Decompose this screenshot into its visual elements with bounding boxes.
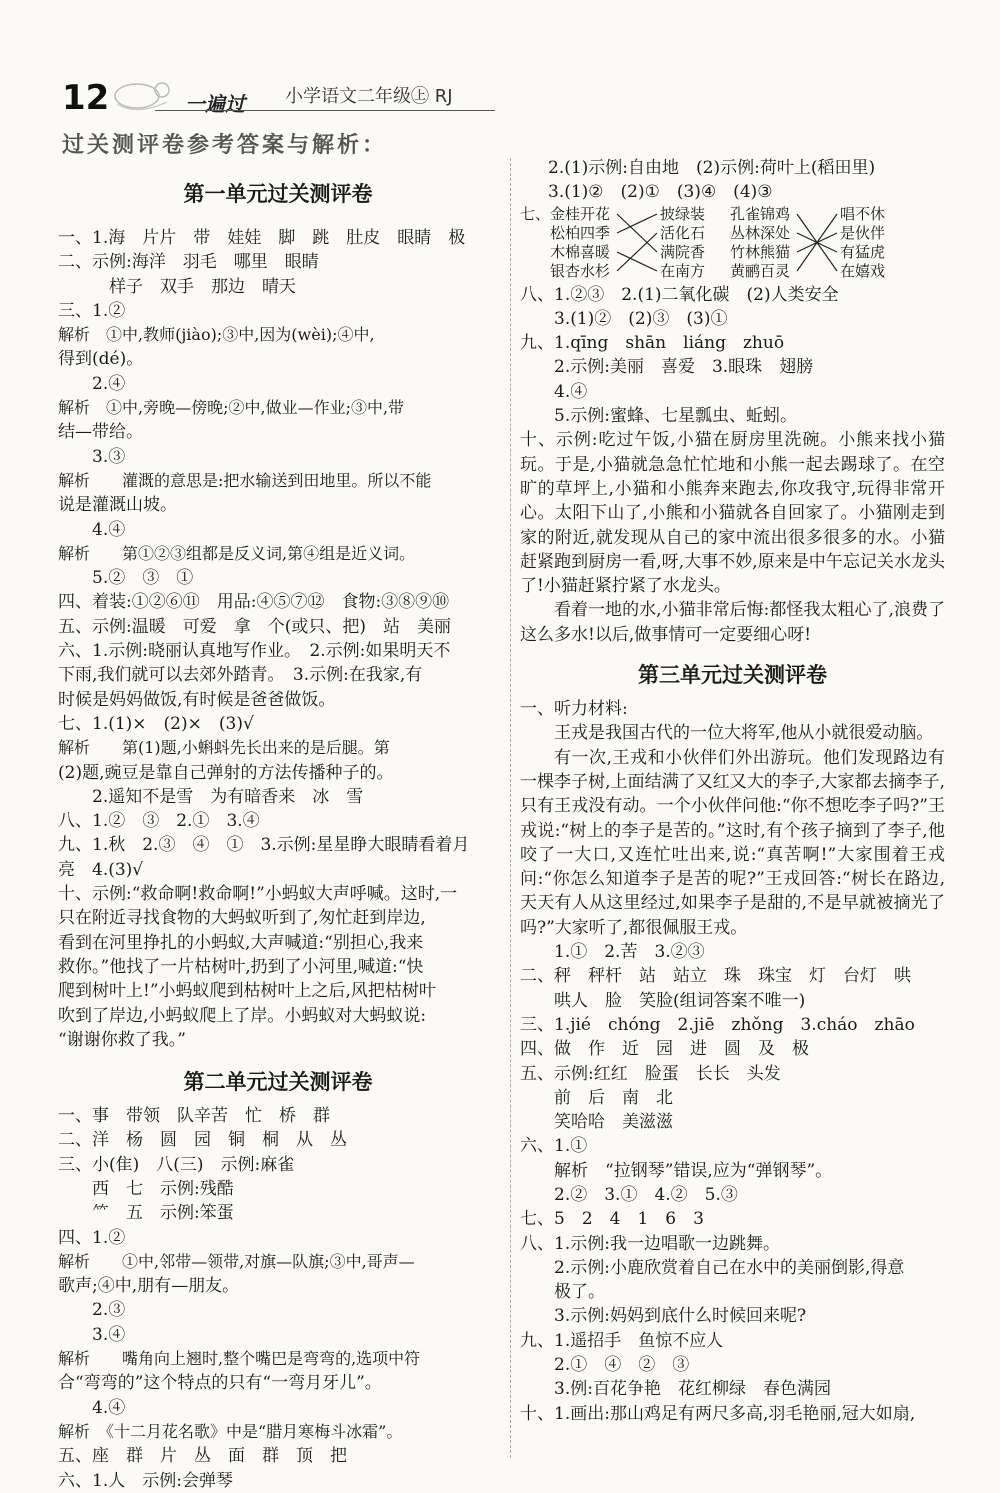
answer-line: 4.④ (58, 519, 126, 540)
answer-line: 一、1.海 片片 带 娃娃 脚 跳 肚皮 眼睛 极 (58, 228, 466, 248)
match-item: 孔雀锦鸡 (730, 204, 791, 223)
answer-line: 四、着装:①②⑥⑪ 用品:④⑤⑦⑫ 食物:③⑧⑨⑩ (58, 592, 450, 613)
answer-line: 五、示例:温暖 可爱 拿 个(或只、把) 站 美丽 (58, 616, 451, 637)
answer-line: 看到在河里挣扎的小蚂蚁,大声喊道:“别担心,我来 (58, 932, 424, 953)
answer-line: 3.④ (58, 1324, 126, 1345)
answer-line: 5.示例:蜜蜂、七星瓢虫、蚯蚓。 (520, 406, 797, 427)
answer-line: 二、秤 秤杆 站 站立 珠 珠宝 灯 台灯 哄 (520, 966, 911, 987)
answer-line: 九、1.遥招手 鱼惊不应人 (520, 1330, 724, 1351)
answer-line: 极了。 (520, 1282, 605, 1303)
match-item: 活化石 (660, 223, 706, 242)
answer-line: 2.③ (58, 1300, 126, 1321)
answer-line: 十、示例:“救命啊!救命啊!”小蚂蚁大声呼喊。这时,一 (58, 884, 458, 905)
unit2-title: 第二单元过关测评卷 (183, 1070, 373, 1095)
match-item: 是伙伴 (840, 223, 886, 242)
match-item: 有猛虎 (840, 242, 886, 261)
answer-line: 西 七 示例:残酷 (58, 1178, 234, 1199)
series-logo: 一遍过 (185, 92, 245, 116)
answer-line: 4.④ (58, 1397, 126, 1418)
answer-line: 3.例:百花争艳 花红柳绿 春色满园 (520, 1379, 831, 1400)
answer-line: 解析 《十二月花名歌》中是“腊月寒梅斗冰霜”。 (58, 1421, 403, 1441)
answer-line: 笑哈哈 美滋滋 (520, 1112, 673, 1133)
page-header (115, 70, 485, 120)
match-item: 黄鹂百灵 (730, 261, 791, 280)
match-item: 松柏四季 (550, 223, 611, 242)
unit1-title: 第一单元过关测评卷 (183, 182, 373, 206)
answer-line: “谢谢你救了我。” (58, 1029, 186, 1050)
match-prefix: 七、 (520, 204, 551, 223)
book-title: 小学语文二年级㊤ RJ (285, 86, 453, 107)
matching-exercise (520, 205, 945, 283)
answer-line: 2.① ④ ② ③ (520, 1355, 690, 1376)
answer-line: 哄人 脸 笑脸(组词答案不唯一) (520, 990, 806, 1011)
story-answer: 十、示例:吃过午饭,小猫在厨房里洗碗。小熊来找小猫玩。于是,小猫就急急忙忙地和小熊一起去踢球了。在空旷的草坪上,小猫和小熊奔来跑去,你攻我守,玩得非常开心。太阳下山了,小熊和小猫就各自回家了。小猫刚走到家的附近,就发现从自己的家中流出很多很多的水。小猫赶紧跑到厨房一看,呀,大事不妙,原来是中午忘记关水龙头了!小猫赶紧拧紧了水龙头。 (520, 430, 945, 597)
match-lines-left (615, 205, 675, 283)
answer-line: 1.① 2.苦 3.②③ (520, 942, 705, 963)
answer-line: 结—带给。 (58, 422, 143, 443)
answer-line: 解析 第(1)题,小蝌蚪先长出来的是后腿。第 (58, 738, 390, 758)
match-item: 在南方 (660, 261, 706, 280)
answer-line: 解析 ①中,教师(jiào);③中,因为(wèi);④中, (58, 325, 375, 345)
listening-paragraph-2: 有一次,王戎和小伙伴们外出游玩。他们发现路边有一棵李子树,上面结满了又红又大的李子,大家都去摘李子,只有王戎没有动。一个小伙伴问他:“你不想吃李子吗?”王戎说:“树上的李子是苦的。”这时,有个孩子摘到了李子,他咬了一大口,又连忙吐出来,说:“真苦啊!”大家围着王戎问:“你怎么知道李子是苦的呢?”王戎回答:“树长在路边,天天有人从这里经过,如果李子是甜的,不是早就被摘光了吗?”大家听了,都很佩服王戎。 (520, 747, 945, 938)
match-lines-right (795, 205, 855, 283)
answer-line: 九、1.秋 2.③ ④ ① 3.示例:星星睁大眼睛看着月 (58, 835, 470, 856)
answer-line: 亮 4.(3)√ (58, 859, 144, 880)
answer-line: 2.④ (58, 373, 126, 394)
match-item: 唱不休 (840, 204, 886, 223)
answer-line: 八、1.示例:我一边唱歌一边跳舞。 (520, 1233, 780, 1254)
main-heading: 过关测评卷参考答案与解析： (62, 133, 388, 158)
answer-line: 样子 双手 那边 晴天 (58, 276, 296, 297)
answer-line: 2.(1)示例:自由地 (2)示例:荷叶上(稻田里) (548, 158, 876, 178)
answer-line: 3.示例:妈妈到底什么时候回来呢? (520, 1306, 807, 1327)
right-column (520, 156, 945, 1426)
answer-line: 六、1.人 示例:会弹琴 (58, 1470, 233, 1491)
answer-line: 二、洋 杨 圆 园 铜 桐 从 丛 (58, 1130, 347, 1151)
answer-line: 解析 “拉钢琴”错误,应为“弹钢琴”。 (520, 1160, 833, 1181)
answer-line: (2)题,豌豆是靠自己弹射的方法传播种子的。 (58, 762, 394, 783)
answer-line: 合“弯弯的”这个特点的只有“一弯月牙儿”。 (58, 1373, 382, 1394)
answer-line: 三、小(隹) 八(三) 示例:麻雀 (58, 1154, 295, 1175)
answer-line: 3.(1)② (2)③ (3)① (520, 308, 728, 329)
answer-line: 2.② 3.① 4.② 5.③ (520, 1184, 738, 1205)
answer-line: 五、示例:红红 脸蛋 长长 头发 (520, 1063, 781, 1084)
answer-line: 爬到树叶上!”小蚂蚁爬到枯树叶上之后,风把枯树叶 (58, 981, 436, 1002)
answer-line: 解析 ①中,旁晚—傍晚;②中,做业—作业;③中,带 (58, 398, 405, 418)
match-item: 在嬉戏 (840, 261, 886, 280)
answer-line: 救你。”他找了一片枯树叶,扔到了小河里,喊道:“快 (58, 956, 424, 977)
match-item: 披绿装 (660, 204, 706, 223)
answer-line: 六、1.示例:晓丽认真地写作业。 2.示例:如果明天不 (58, 641, 451, 662)
answer-line: 时候是妈妈做饭,有时候是爸爸做饭。 (58, 689, 336, 710)
answer-line: 4.④ (520, 381, 588, 402)
answer-line: 六、1.① (520, 1136, 588, 1157)
answer-line: 八、1.②③ 2.(1)二氧化碳 (2)人类安全 (520, 284, 839, 305)
answer-line: 八、1.② ③ 2.① 3.④ (58, 811, 260, 832)
listening-paragraph-1: 王戎是我国古代的一位大将军,他从小就很爱动脑。 (554, 723, 934, 744)
answer-line: 一、事 带领 队辛苦 忙 桥 群 (58, 1106, 330, 1127)
answer-line: 四、做 作 近 园 进 圆 及 极 (520, 1039, 809, 1060)
listening-label: 一、听力材料: (520, 699, 628, 720)
answer-line: 三、1.② (58, 300, 126, 321)
answer-line: 七、5 2 4 1 6 3 (520, 1209, 704, 1230)
answer-line: 七、1.(1)× (2)× (3)√ (58, 713, 254, 734)
answer-line: 2.遥知不是雪 为有暗香来 冰 雪 (58, 786, 364, 807)
answer-line: 得到(dé)。 (58, 349, 144, 370)
match-item: 木棉喜暖 (550, 242, 611, 261)
answer-line: 解析 灌溉的意思是:把水输送到田地里。所以不能 (58, 470, 432, 490)
answer-line: 解析 ①中,邻带—领带,对旗—队旗;③中,哥声— (58, 1251, 415, 1271)
answer-line: 吹到了岸边,小蚂蚁爬上了岸。小蚂蚁对大蚂蚁说: (58, 1005, 427, 1026)
match-item: 银杏水杉 (550, 261, 611, 280)
answer-line: 5.② ③ ① (58, 568, 194, 589)
answer-line: 解析 嘴角向上翘时,整个嘴巴是弯弯的,选项中符 (58, 1349, 421, 1369)
answer-line: 只在附近寻找食物的大蚂蚁听到了,匆忙赶到岸边, (58, 908, 426, 929)
answer-line: 三、1.jié chóng 2.jiē zhǒng 3.cháo zhāo (520, 1014, 915, 1035)
header-rule (155, 110, 495, 111)
answer-line: 2.示例:小鹿欣赏着自己在水中的美丽倒影,得意 (520, 1257, 905, 1278)
answer-line: 四、1.② (58, 1227, 126, 1248)
answer-line: 下雨,我们就可以去郊外踏青。 3.示例:在我家,有 (58, 665, 423, 686)
match-item: 竹林熊猫 (730, 242, 791, 261)
answer-line: 二、示例:海洋 羽毛 哪里 眼睛 (58, 252, 319, 273)
answer-line: 九、1.qīng shān liáng zhuō (520, 333, 785, 354)
match-item: 满院香 (660, 242, 706, 261)
answer-line: 前 后 南 北 (520, 1087, 673, 1108)
match-item: 金桂开花 (550, 204, 611, 223)
answer-line: 3.(1)② (2)① (3)④ (4)③ (548, 182, 773, 203)
answer-line: ⺮ 五 示例:笨蛋 (58, 1203, 234, 1224)
answer-line: 说是灌溉山坡。 (58, 495, 177, 516)
answer-line: 3.③ (58, 446, 126, 467)
answer-line: 解析 第①②③组都是反义词,第④组是近义词。 (58, 543, 416, 563)
answer-line: 歌声;④中,朋有—朋友。 (58, 1276, 240, 1297)
answer-line: 十、1.画出:那山鸡足有两尺多高,羽毛艳丽,冠大如扇, (520, 1403, 916, 1424)
story-ending: 看着一地的水,小猫非常后悔:都怪我太粗心了,浪费了这么多水!以后,做事情可一定要细心呀! (520, 600, 945, 645)
match-item: 丛林深处 (730, 223, 791, 242)
left-column (58, 226, 498, 1493)
unit3-title: 第三单元过关测评卷 (638, 663, 827, 688)
answer-line: 2.示例:美丽 喜爱 3.眼珠 翅膀 (520, 357, 814, 378)
column-divider (510, 158, 511, 1458)
page-number: 12 (62, 78, 110, 118)
answer-line: 五、座 群 片 丛 面 群 顶 把 (58, 1446, 347, 1467)
